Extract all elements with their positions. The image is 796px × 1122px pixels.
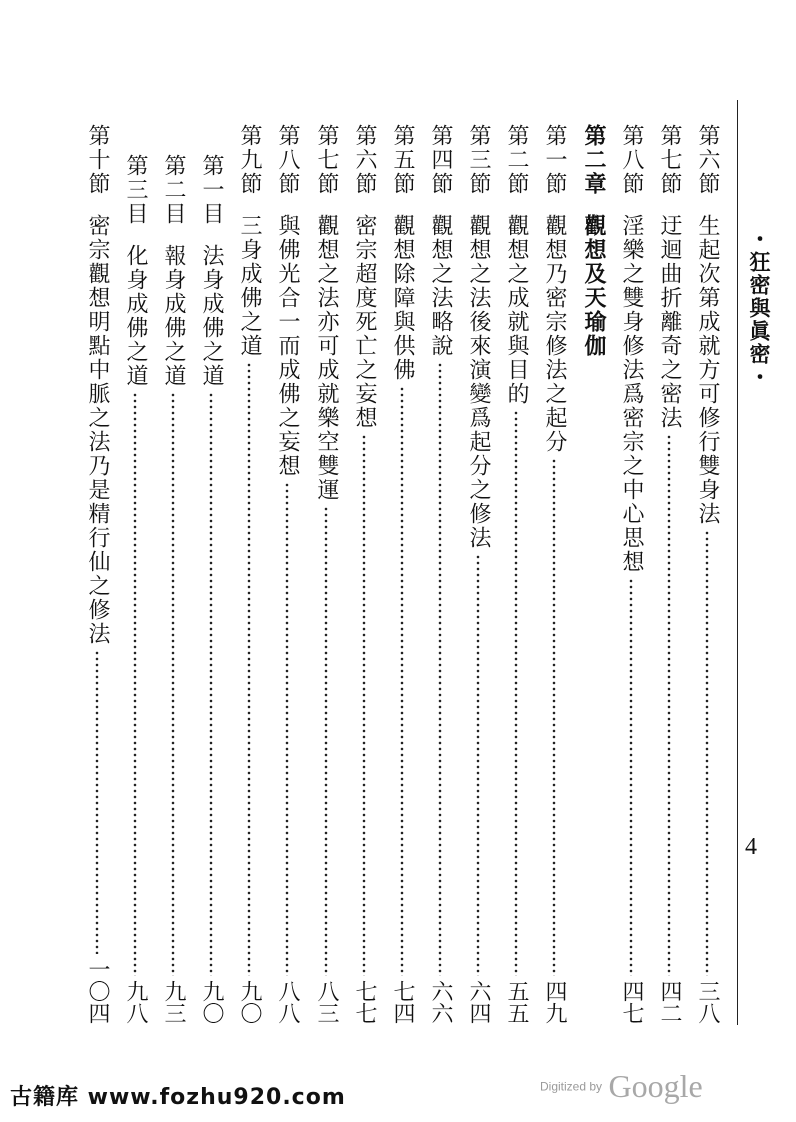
toc-page-number: 九三 (161, 980, 186, 1024)
toc-title: 觀想之法後來演變爲起分之修法 (466, 214, 491, 550)
toc-gap (349, 196, 379, 214)
toc-section-label: 第二章 (581, 124, 606, 196)
toc-section-label: 第二目 (161, 154, 186, 226)
toc-section-label: 第二節 (504, 124, 529, 196)
toc-page-number: 三八 (695, 980, 720, 1024)
toc-chapter-heading (578, 124, 608, 1024)
toc-entry (272, 124, 302, 1024)
toc-title: 密宗超度死亡之妄想 (352, 214, 377, 430)
toc-entry (196, 124, 226, 1024)
toc-gap (120, 226, 150, 244)
toc-section-label: 第一節 (542, 124, 567, 196)
toc-title: 觀想及天瑜伽 (581, 214, 606, 358)
toc-gap (463, 196, 493, 214)
toc-gap (654, 196, 684, 214)
google-logo: Google (608, 1068, 703, 1104)
toc-entry (82, 124, 112, 1024)
toc-gap (82, 196, 112, 214)
toc-entry (387, 124, 417, 1024)
toc-page-number: 八八 (275, 980, 300, 1024)
toc-dot-leader (539, 458, 569, 976)
toc-title: 生起次第成就方可修行雙身法 (695, 214, 720, 526)
toc-gap (578, 196, 608, 214)
toc-section-label: 第三節 (466, 124, 491, 196)
toc-gap (425, 196, 455, 214)
toc-section-label: 第七節 (314, 124, 339, 196)
toc-title: 觀想之法亦可成就樂空雙運 (314, 214, 339, 502)
toc-title: 觀想除障與供佛 (390, 214, 415, 382)
page-number: 4 (745, 834, 757, 860)
toc-gap (387, 196, 417, 214)
toc-section-label: 第十節 (85, 124, 110, 196)
toc-gap (158, 226, 188, 244)
toc-gap (272, 196, 302, 214)
toc-section-label: 第六節 (695, 124, 720, 196)
toc-section-label: 第四節 (428, 124, 453, 196)
toc-title: 法身成佛之道 (199, 244, 224, 388)
toc-entry (463, 124, 493, 1024)
toc-entry (654, 124, 684, 1024)
toc-dot-leader (616, 578, 646, 976)
toc-page-number: 一〇四 (85, 958, 110, 1024)
running-header: ・狂密與眞密・ (747, 228, 771, 389)
toc-dot-leader (463, 554, 493, 976)
toc-entry (501, 124, 531, 1024)
site-watermark: 古籍库 www.fozhu920.com (10, 1085, 346, 1110)
toc-title: 觀想之成就與目的 (504, 214, 529, 406)
toc-page-number: 四七 (619, 980, 644, 1024)
toc-dot-leader (272, 482, 302, 976)
toc-dot-leader (349, 434, 379, 976)
toc-page-number: 九八 (123, 980, 148, 1024)
toc-title: 三身成佛之道 (237, 214, 262, 358)
toc-section-label: 第七節 (657, 124, 682, 196)
toc-entry (539, 124, 569, 1024)
toc-title: 與佛光合一而成佛之妄想 (275, 214, 300, 478)
toc-title: 觀想之法略說 (428, 214, 453, 358)
toc-entry (158, 124, 188, 1024)
toc-gap (539, 196, 569, 214)
toc-entry (234, 124, 264, 1024)
toc-dot-leader (654, 434, 684, 976)
toc-dot-leader (158, 392, 188, 976)
toc-dot-leader (425, 362, 455, 976)
toc-section-label: 第八節 (275, 124, 300, 196)
toc-page-number: 八三 (314, 980, 339, 1024)
toc-gap (616, 196, 646, 214)
toc-page-number: 六四 (466, 980, 491, 1024)
toc-entry (616, 124, 646, 1024)
toc-entry (425, 124, 455, 1024)
toc-entry (120, 124, 150, 1024)
toc-dot-leader (387, 386, 417, 976)
toc-section-label: 第三目 (123, 154, 148, 226)
toc-section-label: 第八節 (619, 124, 644, 196)
toc-dot-leader (82, 650, 112, 954)
toc-entry (311, 124, 341, 1024)
toc-page-number: 七七 (352, 980, 377, 1024)
toc-section-label: 第九節 (237, 124, 262, 196)
toc-gap (196, 226, 226, 244)
toc-title: 淫樂之雙身修法爲密宗之中心思想 (619, 214, 644, 574)
toc-title: 報身成佛之道 (161, 244, 186, 388)
toc-gap (234, 196, 264, 214)
toc-dot-leader (234, 362, 264, 976)
toc-page-number: 九〇 (237, 980, 262, 1024)
toc-gap (501, 196, 531, 214)
toc-page-number: 九〇 (199, 980, 224, 1024)
toc-dot-leader (501, 410, 531, 976)
digitized-by-google (540, 1068, 703, 1105)
toc-gap (311, 196, 341, 214)
toc-dot-leader (196, 392, 226, 976)
toc-dot-leader (692, 530, 722, 976)
toc-section-label: 第一目 (199, 154, 224, 226)
toc-entry (692, 124, 722, 1024)
toc-page-number: 五五 (504, 980, 529, 1024)
toc-gap (692, 196, 722, 214)
toc-section-label: 第六節 (352, 124, 377, 196)
toc-dot-leader (120, 392, 150, 976)
toc-section-label: 第五節 (390, 124, 415, 196)
toc-entry (349, 124, 379, 1024)
toc-title: 化身成佛之道 (123, 244, 148, 388)
toc-title: 密宗觀想明點中脈之法乃是精行仙之修法 (85, 214, 110, 646)
toc-page-number: 六六 (428, 980, 453, 1024)
header-rule (737, 100, 738, 1025)
toc-page-number: 四九 (542, 980, 567, 1024)
toc-title: 觀想乃密宗修法之起分 (542, 214, 567, 454)
toc-page-number: 七四 (390, 980, 415, 1024)
digitized-prefix: Digitized by (540, 1079, 603, 1094)
toc-title: 迂迴曲折離奇之密法 (657, 214, 682, 430)
toc-dot-leader (311, 506, 341, 976)
toc-page-number: 四二 (657, 980, 682, 1024)
